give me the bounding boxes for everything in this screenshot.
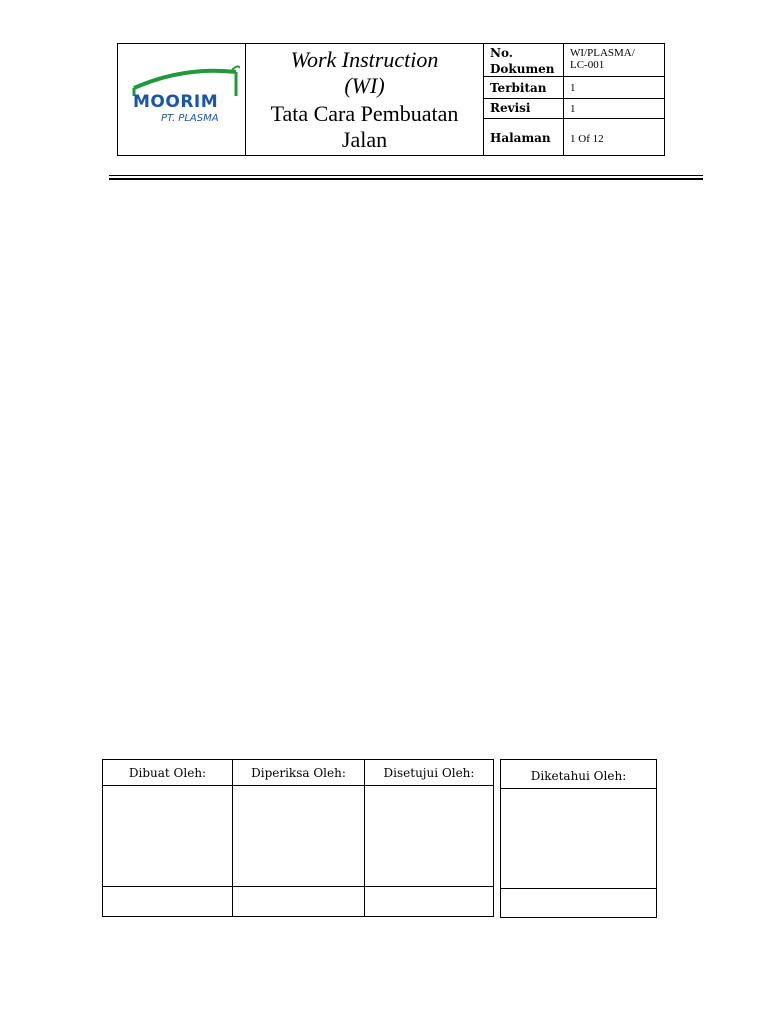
header-divider-thin <box>109 175 703 176</box>
document-subtitle <box>246 101 483 153</box>
meta-label: Revisi <box>484 99 564 118</box>
signature-header: Diperiksa Oleh: <box>233 760 364 786</box>
meta-row-document-number <box>484 44 664 77</box>
meta-label: Halaman <box>484 119 564 155</box>
meta-value: 1 <box>570 82 576 94</box>
meta-value: 1 Of 12 <box>570 133 604 145</box>
signature-column-approved-by <box>365 760 493 916</box>
meta-value: 1 <box>570 103 576 115</box>
meta-row-halaman <box>484 119 664 155</box>
signature-header: Diketahui Oleh: <box>501 760 656 789</box>
signature-name-line <box>365 886 493 887</box>
signature-name-line <box>501 888 656 889</box>
title-line-1: Work Instruction <box>290 47 439 72</box>
meta-row-revisi <box>484 99 664 119</box>
signature-header: Disetujui Oleh: <box>365 760 493 786</box>
logo-subtitle: PT. PLASMA <box>161 113 219 124</box>
logo-cell <box>118 44 246 155</box>
document-meta-table <box>484 44 664 155</box>
subtitle-line-2: Jalan <box>341 127 388 152</box>
meta-value: WI/PLASMA/ LC-001 <box>570 47 635 71</box>
signature-table-acknowledged <box>500 759 657 918</box>
subtitle-line-1: Tata Cara Pembuatan <box>270 101 459 126</box>
meta-label: Terbitan <box>484 77 564 98</box>
signature-column-checked-by <box>233 760 365 916</box>
logo-name: MOORIM <box>133 92 219 112</box>
meta-label: No. Dokumen <box>484 44 564 76</box>
document-header <box>117 43 665 156</box>
signature-table <box>102 759 494 917</box>
signature-header: Dibuat Oleh: <box>103 760 232 786</box>
title-line-2: (WI) <box>344 73 385 98</box>
signature-name-line <box>233 886 364 887</box>
document-title <box>246 47 483 99</box>
signature-name-line <box>103 886 232 887</box>
header-divider-thick <box>109 178 703 180</box>
meta-row-terbitan <box>484 77 664 99</box>
title-cell <box>246 44 484 155</box>
signature-column-made-by <box>103 760 233 916</box>
